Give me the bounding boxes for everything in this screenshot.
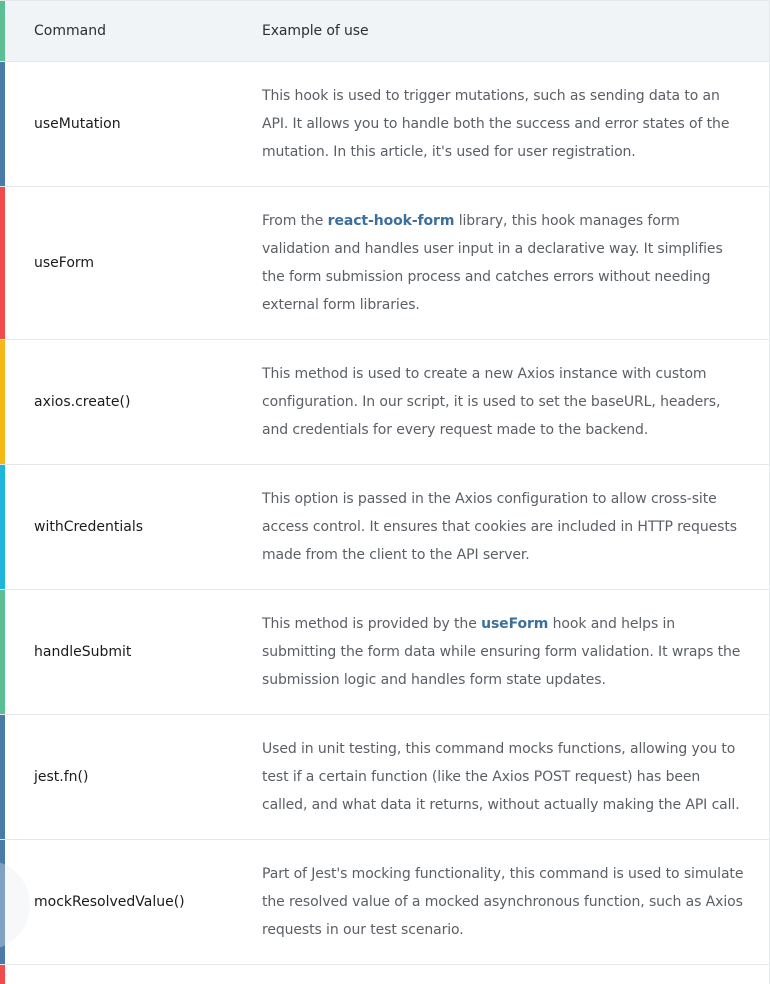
table-row — [0, 715, 769, 840]
example-text-post: library, this hook manages form validation and handles user input in a declarative way. It simplifies the form submission process and catches errors without needing external form libraries. — [262, 213, 723, 313]
command-cell: axios.create() — [34, 394, 131, 410]
example-cell — [262, 187, 762, 339]
useform-link[interactable]: useForm — [481, 616, 549, 632]
example-text: Part of Jest's mocking functionality, this command is used to simulate the resolved value of a mocked asynchronous function, such as Axios requests in our test scenario. — [262, 866, 744, 938]
row-accent-bar — [0, 340, 5, 464]
table-row — [0, 465, 769, 590]
header-command: Command — [34, 23, 106, 39]
row-accent-bar — [0, 62, 5, 186]
example-cell — [262, 840, 762, 964]
table-row — [0, 187, 769, 340]
example-cell — [262, 340, 762, 464]
table-row — [0, 62, 769, 187]
table-row — [0, 340, 769, 465]
example-cell — [262, 62, 762, 186]
table-row — [0, 840, 769, 965]
table-row — [0, 590, 769, 715]
react-hook-form-link[interactable]: react-hook-form — [327, 213, 455, 229]
command-cell: useMutation — [34, 116, 121, 132]
example-text — [262, 610, 746, 694]
row-accent-bar — [0, 1, 5, 61]
row-accent-bar — [0, 187, 5, 339]
example-text-pre: From the — [262, 213, 328, 229]
example-text: This method is used to create a new Axios instance with custom configuration. In our script, it is used to set the baseURL, headers, and credentials for every request made to the backend. — [262, 366, 721, 438]
command-cell: mockResolvedValue() — [34, 894, 185, 910]
example-cell — [262, 590, 762, 714]
table-row-partial — [0, 965, 769, 984]
header-example: Example of use — [262, 23, 369, 39]
example-text-pre: This method is provided by the — [262, 616, 482, 632]
command-cell: withCredentials — [34, 519, 144, 535]
example-text-post: hook and helps in submitting the form data while ensuring form validation. It wraps the submission logic and handles form state updates. — [262, 616, 741, 688]
command-cell: useForm — [34, 255, 95, 271]
example-text — [262, 207, 746, 319]
table-header — [0, 0, 769, 62]
row-accent-bar — [0, 590, 5, 714]
command-cell: handleSubmit — [34, 644, 132, 660]
example-text: This hook is used to trigger mutations, such as sending data to an API. It allows you to handle both the success and error states of the mutation. In this article, it's used for user registration. — [262, 88, 730, 160]
example-text: This option is passed in the Axios configuration to allow cross-site access control. It ensures that cookies are included in HTTP requests made from the client to the API server. — [262, 491, 737, 563]
example-text: Used in unit testing, this command mocks functions, allowing you to test if a certain function (like the Axios POST request) has been called, and what data it returns, without actually making the API call. — [262, 741, 740, 813]
row-accent-bar — [0, 465, 5, 589]
example-cell — [262, 465, 762, 589]
command-cell: jest.fn() — [34, 769, 89, 785]
example-cell — [262, 715, 762, 839]
row-accent-bar — [0, 965, 5, 984]
row-accent-bar — [0, 715, 5, 839]
